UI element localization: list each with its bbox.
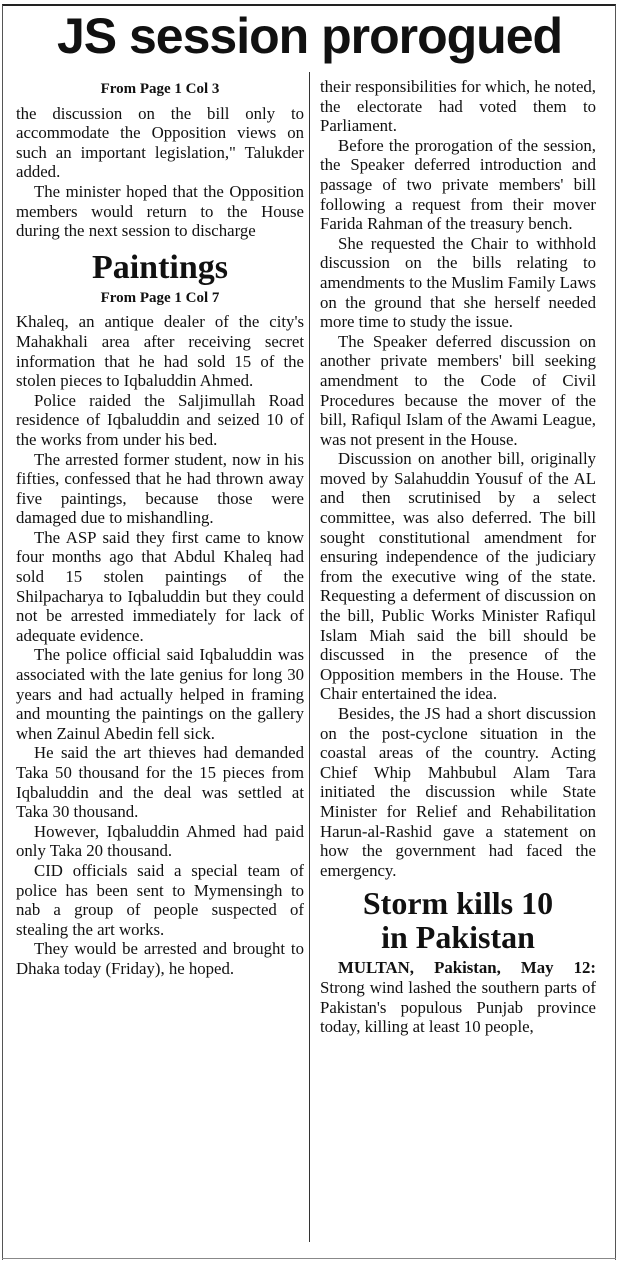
- article-paragraph: The arrested former student, now in his fifties, confessed that he had thrown away five paintings, because those were damaged due to mishandling.: [16, 449, 304, 528]
- storm-body-text: Strong wind lashed the southern parts of Pakistan's populous Punjab province today, killing at least 10 people,: [320, 977, 596, 1037]
- article-paragraph: Discussion on another bill, originally moved by Salahuddin Yousuf of the AL and then scrutinised by a select committee, was also deferred. The bill sought constitutional amendment for ensuring independence of the judiciary from the executive wing of the state. Requesting a deferment of discussion on the bill, Public Works Minister Rafiqul Islam Miah said the bill should be discussed in the presence of the Opposition members in the House. The Chair entertained the idea.: [320, 449, 596, 704]
- article-paragraph: The police official said Iqbaluddin was associated with the late genius for long 30 years and had actually helped in framing and mounting the paintings on the gallery when Zainul Abedin fell sick.: [16, 645, 304, 743]
- page-headline: JS session prorogued: [56, 8, 563, 64]
- article-paragraph: the discussion on the bill only to accommodate the Opposition views on such an important legislation," Talukder added.: [16, 103, 304, 182]
- article-paragraph: The minister hoped that the Opposition members would return to the House during the next session to discharge: [16, 181, 304, 241]
- storm-heading-line-2: in Pakistan: [381, 919, 535, 956]
- jump-line-session: From Page 1 Col 3: [100, 81, 220, 97]
- storm-heading-line-1: Storm kills 10: [362, 885, 554, 922]
- article-paragraph: Police raided the Saljimullah Road residence of Iqbaluddin and seized 10 of the works from under his bed.: [16, 390, 304, 449]
- article-paragraph: He said the art thieves had demanded Taka 50 thousand for the 15 pieces from Iqbaluddin and the deal was settled at Taka 30 thousand.: [16, 743, 304, 822]
- left-column: [16, 72, 304, 979]
- article-paragraph: The Speaker deferred discussion on another private members' bill seeking amendment to the Code of Civil Procedures because the mover of the bill, Rafiqul Islam of the Awami League, was not present in the House.: [320, 331, 596, 449]
- article-paragraph: However, Iqbaluddin Ahmed had paid only Taka 20 thousand.: [16, 821, 304, 861]
- section-heading-storm: [320, 886, 596, 954]
- article-paragraph: CID officials said a special team of police has been sent to Mymensingh to nab a group of people suspected of stealing the art works.: [16, 860, 304, 939]
- article-paragraph: Besides, the JS had a short discussion on the post-cyclone situation in the coastal areas of the country. Acting Chief Whip Mahbubul Alam Tara initiated the discussion while State Minister for Relief and Rehabilitation Harun-al-Rashid gave a statement on how the government had faced the emergency.: [320, 704, 596, 880]
- article-paragraph: Before the prorogation of the session, the Speaker deferred introduction and passage of two private members' bill following a request from their mover Farida Rahman of the treasury bench.: [320, 135, 596, 234]
- bottom-rule: [2, 1258, 616, 1259]
- column-divider: [309, 72, 310, 1242]
- storm-dateline: MULTAN, Pakistan, May 12:: [338, 958, 596, 978]
- article-paragraph: They would be arrested and brought to Dhaka today (Friday), he hoped.: [16, 939, 304, 978]
- article-paragraph: Khaleq, an antique dealer of the city's Mahakhali area after receiving secret information that he had sold 15 of the stolen pieces to Iqbaluddin Ahmed.: [16, 312, 304, 391]
- article-paragraph: She requested the Chair to withhold discussion on the bills relating to amendments to the Muslim Family Laws on the ground that she herself needed more time to study the issue.: [320, 233, 596, 332]
- right-column: [320, 77, 596, 1037]
- section-heading-paintings: Paintings: [91, 248, 229, 286]
- jump-line-paintings: From Page 1 Col 7: [100, 289, 220, 306]
- article-paragraph: The ASP said they first came to know four months ago that Abdul Khaleq had sold 15 stolen paintings of the Shilpacharya to Iqbaluddin but they could not be arrested immediately for lack of adequate evidence.: [16, 527, 304, 645]
- storm-lead-paragraph: [320, 958, 596, 1036]
- article-paragraph: their responsibilities for which, he noted, the electorate had voted them to Parliament.: [320, 77, 596, 136]
